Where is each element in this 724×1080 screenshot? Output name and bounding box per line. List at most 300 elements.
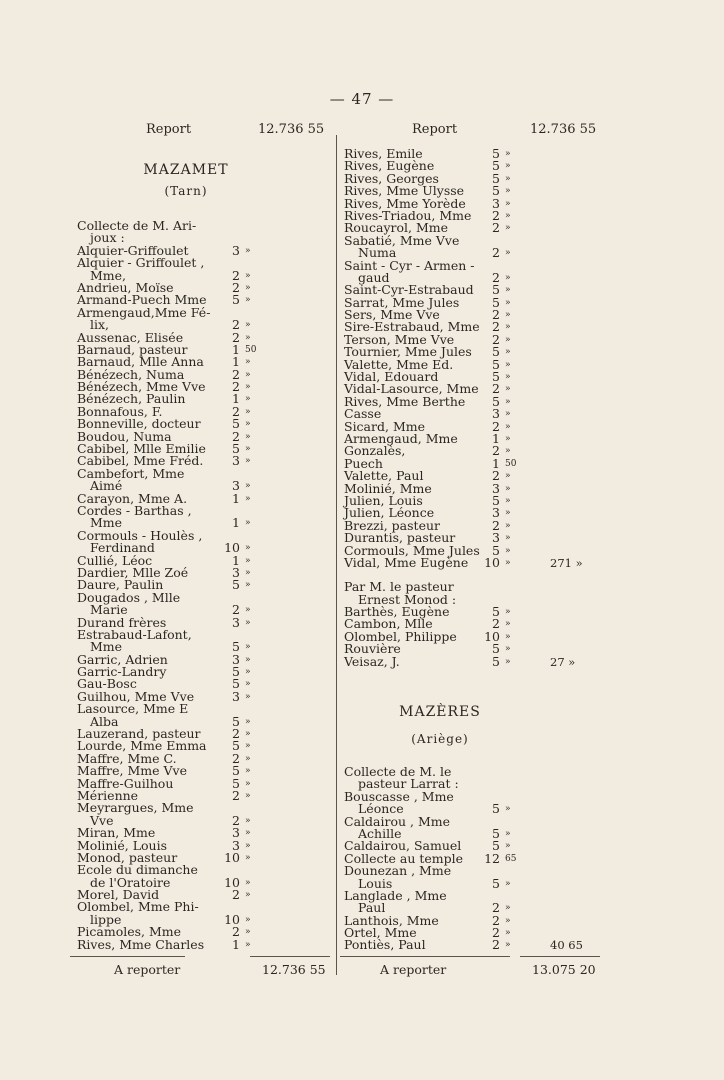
entry-amount: 2	[492, 319, 500, 335]
entry-name: Léonce	[358, 801, 404, 817]
entry-cents: »	[505, 619, 511, 630]
entry-name: Dougados , Mlle	[77, 589, 181, 605]
entry-amount: 2	[492, 381, 500, 397]
entry-name: Barnaud, Mlle Anna	[77, 354, 204, 370]
entry-amount: 2	[232, 812, 240, 828]
entry-amount: 5	[232, 763, 240, 779]
larrat-heading-cont: pasteur Larrat :	[358, 776, 459, 792]
entry-cents: »	[505, 372, 511, 383]
entry-name: Morel, David	[77, 887, 160, 903]
entry-name: Gau-Bosc	[77, 676, 137, 692]
entry-cents: »	[245, 382, 251, 393]
entry-amount: 5	[492, 641, 500, 657]
entry-cents: »	[505, 272, 511, 283]
entry-name: Armand-Puech Mme	[77, 292, 207, 308]
entry-cents: »	[505, 248, 511, 259]
entry-name: Rives, Mme Berthe	[344, 393, 466, 409]
entry-name: Mme,	[90, 267, 127, 283]
entry-amount: 2	[232, 602, 240, 618]
left-column	[70, 122, 332, 952]
list-item	[340, 653, 600, 669]
entry-name: Cormouls, Mme Jules	[344, 542, 480, 558]
section-subtitle-mazeres: (Ariège)	[411, 732, 469, 747]
entry-amount: 2	[492, 616, 500, 632]
entry-amount: 3	[232, 614, 240, 630]
list-item	[340, 939, 600, 951]
entry-amount: 2	[232, 887, 240, 903]
entry-amount: 3	[492, 480, 500, 496]
entry-amount: 1	[232, 515, 240, 531]
entry-amount: 2	[492, 443, 500, 459]
entry-cents: 50	[245, 344, 257, 355]
entry-name: Sicard, Mme	[344, 418, 425, 434]
entry-amount: 2	[232, 366, 240, 382]
entry-name: Vidal, Mme Eugène	[344, 554, 469, 570]
entry-amount: 3	[492, 505, 500, 521]
entry-amount: 10	[224, 874, 240, 890]
entry-name: Achille	[358, 825, 402, 841]
entry-cents: »	[245, 753, 251, 764]
entry-name: Tournier, Mme Jules	[344, 344, 472, 360]
footer-total: 13.075 20	[532, 962, 596, 977]
entry-amount: 2	[492, 307, 500, 323]
entry-cents: »	[245, 679, 251, 690]
entry-name: Caldairou, Samuel	[344, 838, 462, 854]
entry-amount: 5	[492, 344, 500, 360]
entry-name: de l'Oratoire	[90, 874, 171, 890]
entry-cents: »	[505, 223, 511, 234]
entry-cents: »	[245, 431, 251, 442]
entry-name: Barthès, Eugène	[344, 604, 450, 620]
footer-label: A reporter	[114, 962, 181, 977]
entry-name: Pontiès, Paul	[344, 937, 426, 953]
entry-amount: 3	[232, 837, 240, 853]
entry-amount: 2	[492, 925, 500, 941]
entry-cents: »	[505, 557, 511, 568]
entry-name: Durantis, pasteur	[344, 530, 456, 546]
entry-amount: 1	[232, 391, 240, 407]
entry-subtotal: 27 »	[550, 654, 576, 669]
entry-name: Miran, Mme	[77, 825, 156, 841]
larrat-heading: Collecte de M. le	[344, 764, 452, 780]
entry-cents: »	[505, 396, 511, 407]
entry-name: Guilhou, Mme Vve	[77, 688, 195, 704]
monod-heading-cont: Ernest Monod :	[358, 591, 457, 607]
entry-cents: »	[245, 270, 251, 281]
entry-name: Alquier - Griffoulet ,	[77, 255, 205, 271]
entry-name: Meyrargues, Mme	[77, 800, 194, 816]
entry-amount: 2	[492, 220, 500, 236]
entry-cents: »	[245, 369, 251, 380]
entry-amount: 5	[492, 604, 500, 620]
entry-cents: »	[245, 741, 251, 752]
entry-name: Numa	[358, 245, 397, 261]
entry-cents: »	[245, 580, 251, 591]
entry-name: Cambefort, Mme	[77, 465, 185, 481]
entry-name: Dounezan , Mme	[344, 863, 452, 879]
mazeres-entries-list	[340, 788, 600, 953]
entry-cents: »	[505, 421, 511, 432]
entry-cents: »	[505, 520, 511, 531]
entry-cents: »	[505, 607, 511, 618]
entry-name: Rives, Mme Ulysse	[344, 183, 465, 199]
entry-cents: »	[245, 716, 251, 727]
entry-amount: 1	[232, 936, 240, 952]
entry-cents: »	[505, 878, 511, 889]
entry-amount: 5	[232, 775, 240, 791]
entry-amount: 2	[232, 329, 240, 345]
entry-name: Bénézech, Mme Vve	[77, 379, 206, 395]
entry-cents: »	[245, 282, 251, 293]
entry-name: Valette, Mme Ed.	[344, 356, 454, 372]
entry-cents: »	[245, 642, 251, 653]
entry-amount: 3	[232, 453, 240, 469]
entry-amount: 5	[492, 369, 500, 385]
entry-cents: »	[245, 394, 251, 405]
entry-cents: »	[245, 406, 251, 417]
entry-amount: 5	[232, 441, 240, 457]
entry-amount: 10	[224, 540, 240, 556]
entry-cents: »	[245, 927, 251, 938]
entry-cents: »	[245, 567, 251, 578]
entry-amount: 5	[492, 282, 500, 298]
entry-amount: 5	[232, 639, 240, 655]
footer-total: 12.736 55	[262, 962, 326, 977]
entry-amount: 5	[492, 875, 500, 891]
entry-name: Aimé	[90, 478, 123, 494]
entry-amount: 10	[224, 849, 240, 865]
entry-cents: »	[505, 310, 511, 321]
entry-amount: 2	[492, 912, 500, 928]
entry-name: lix,	[90, 317, 110, 333]
page-number: — 47 —	[329, 90, 395, 108]
entry-cents: »	[505, 297, 511, 308]
entry-cents: »	[505, 631, 511, 642]
entry-amount: 1	[232, 341, 240, 357]
entry-name: Lanthois, Mme	[344, 912, 439, 928]
entry-cents: »	[245, 890, 251, 901]
entry-name: Saint - Cyr - Armen -	[344, 257, 475, 273]
entry-amount: 2	[492, 517, 500, 533]
entry-amount: 2	[492, 468, 500, 484]
entry-amount: 5	[492, 356, 500, 372]
entry-amount: 1	[232, 552, 240, 568]
footer-label: A reporter	[380, 962, 447, 977]
entry-name: Bouscasse , Mme	[344, 788, 454, 804]
entry-amount: 3	[232, 242, 240, 258]
entry-cents: »	[245, 456, 251, 467]
report-total: 12.736 55	[258, 122, 325, 137]
entry-name: Rives-Triadou, Mme	[344, 207, 472, 223]
collecte-heading-cont: joux :	[90, 230, 125, 246]
entry-name: Ferdinand	[90, 540, 155, 556]
entry-amount: 5	[492, 542, 500, 558]
entry-amount: 5	[232, 713, 240, 729]
entry-cents: »	[505, 483, 511, 494]
left-report-header	[70, 122, 332, 142]
entry-amount: 2	[232, 428, 240, 444]
entry-cents: »	[505, 384, 511, 395]
entry-name: Saint-Cyr-Estrabaud	[344, 282, 474, 298]
entry-name: Bonneville, docteur	[77, 416, 201, 432]
entry-cents: »	[245, 840, 251, 851]
entry-name: Cambon, Mlle	[344, 616, 433, 632]
entry-cents: »	[505, 940, 511, 951]
entry-amount: 5	[492, 393, 500, 409]
entry-amount: 3	[492, 195, 500, 211]
entry-name: Rives, Emile	[344, 146, 423, 161]
entry-name: Lourde, Mme Emma	[77, 738, 207, 754]
entry-name: Maffre-Guilhou	[77, 775, 174, 791]
entry-cents: »	[505, 545, 511, 556]
entry-cents: »	[505, 804, 511, 815]
entry-cents: »	[505, 471, 511, 482]
entry-name: Armengaud, Mme	[344, 430, 458, 446]
entry-amount: 5	[492, 492, 500, 508]
entry-name: lippe	[90, 911, 122, 927]
entry-cents: »	[245, 481, 251, 492]
entry-cents: »	[245, 493, 251, 504]
entry-cents: »	[245, 877, 251, 888]
entry-amount: 5	[492, 170, 500, 186]
entry-name: Armengaud,Mme Fé-	[77, 304, 211, 320]
entry-name: Sire-Estrabaud, Mme	[344, 319, 480, 335]
entry-name: Aussenac, Elisée	[77, 329, 184, 345]
entry-cents: »	[245, 729, 251, 740]
entry-amount: 10	[484, 628, 500, 644]
entry-cents: »	[245, 667, 251, 678]
entry-amount: 2	[232, 726, 240, 742]
entry-cents: »	[245, 939, 251, 950]
entry-amount: 1	[492, 430, 500, 446]
entry-amount: 5	[232, 676, 240, 692]
entry-cents: »	[245, 766, 251, 777]
entry-name: Alba	[90, 713, 119, 729]
entry-amount: 10	[484, 554, 500, 570]
entry-name: gaud	[358, 269, 390, 285]
entry-amount: 5	[492, 801, 500, 817]
entry-amount: 5	[232, 738, 240, 754]
entry-name: Rives, Mme Charles	[77, 936, 205, 952]
entry-name: Vve	[90, 812, 114, 828]
entry-name: Julien, Léonce	[344, 505, 435, 521]
entry-name: Casse	[344, 406, 382, 422]
list-item	[70, 936, 332, 952]
entry-amount: 5	[232, 416, 240, 432]
entry-amount: 3	[232, 825, 240, 841]
entry-amount: 2	[232, 267, 240, 283]
entry-name: Olombel, Mme Phi-	[77, 899, 199, 915]
entry-cents: »	[245, 245, 251, 256]
right-report-header	[340, 122, 600, 142]
entry-cents: »	[245, 605, 251, 616]
entry-name: Molinié, Louis	[77, 837, 168, 853]
entry-name: Cullié, Léoc	[77, 552, 153, 568]
entry-name: Maffre, Mme C.	[77, 750, 177, 766]
entry-name: Picamoles, Mme	[77, 924, 182, 940]
entry-amount: 1	[232, 354, 240, 370]
entry-name: Olombel, Philippe	[344, 628, 457, 644]
entry-amount: 2	[232, 787, 240, 803]
entry-amount: 2	[492, 900, 500, 916]
entry-cents: »	[505, 915, 511, 926]
entry-name: Maffre, Mme Vve	[77, 763, 187, 779]
entry-amount: 2	[492, 245, 500, 261]
entry-name: Estrabaud-Lafont,	[77, 626, 192, 642]
entry-cents: »	[505, 409, 511, 420]
left-entries-list	[70, 242, 332, 952]
entry-name: Cordes - Barthas ,	[77, 502, 192, 518]
entry-name: Boudou, Numa	[77, 428, 172, 444]
entry-name: Marie	[90, 602, 128, 618]
entry-cents: »	[505, 533, 511, 544]
entry-name: Monod, pasteur	[77, 849, 178, 865]
entry-cents: »	[245, 357, 251, 368]
report-total: 12.736 55	[530, 122, 597, 137]
entry-cents: »	[505, 198, 511, 209]
entry-amount: 5	[492, 653, 500, 669]
entry-cents: »	[505, 508, 511, 519]
entry-name: Paul	[358, 900, 386, 916]
entry-name: Rives, Eugène	[344, 158, 435, 174]
entry-amount: 3	[492, 406, 500, 422]
entry-name: Andrieu, Moïse	[77, 279, 174, 295]
entry-name: Rives, Mme Yorède	[344, 195, 466, 211]
entry-amount: 2	[492, 269, 500, 285]
entry-cents: »	[505, 334, 511, 345]
entry-cents: »	[505, 433, 511, 444]
list-item	[340, 554, 600, 570]
entry-cents: »	[505, 173, 511, 184]
entry-cents: »	[505, 285, 511, 296]
entry-name: Bonnafous, F.	[77, 403, 163, 419]
entry-cents: 65	[505, 853, 517, 864]
entry-cents: 50	[505, 458, 517, 469]
entry-name: Ecole du dimanche	[77, 862, 198, 878]
entry-name: Daure, Paulin	[77, 577, 164, 593]
entry-cents: »	[505, 828, 511, 839]
entry-name: Bénézech, Paulin	[77, 391, 186, 407]
entry-name: Sarrat, Mme Jules	[344, 294, 460, 310]
entry-name: Mérienne	[77, 787, 139, 803]
entry-subtotal: 271 »	[550, 555, 583, 570]
entry-name: Lauzerand, pasteur	[77, 726, 201, 742]
entry-cents: »	[245, 828, 251, 839]
entry-amount: 5	[232, 577, 240, 593]
entry-amount: 2	[232, 403, 240, 419]
entry-name: Cabibel, Mme Fréd.	[77, 453, 204, 469]
entry-name: Cabibel, Mlle Emilie	[77, 441, 206, 457]
entry-cents: »	[245, 778, 251, 789]
entry-amount: 5	[232, 292, 240, 308]
entry-amount: 5	[492, 146, 500, 161]
entry-amount: 2	[232, 317, 240, 333]
collecte-heading: Collecte de M. Ari-	[77, 218, 197, 233]
entry-name: Julien, Louis	[344, 492, 423, 508]
entry-cents: »	[505, 903, 511, 914]
entry-cents: »	[505, 322, 511, 333]
entry-name: Brezzi, pasteur	[344, 517, 440, 533]
entry-cents: »	[245, 691, 251, 702]
entry-name: Molinié, Mme	[344, 480, 432, 496]
entry-amount: 1	[492, 455, 500, 471]
entry-name: Alquier-Griffoulet	[77, 242, 189, 258]
entry-name: Sabatié, Mme Vve	[344, 232, 460, 248]
entry-amount: 5	[232, 664, 240, 680]
monod-heading: Par M. le pasteur	[344, 579, 454, 595]
entry-amount: 2	[232, 750, 240, 766]
entry-cents: »	[245, 555, 251, 566]
list-item	[70, 304, 332, 320]
entry-cents: »	[505, 644, 511, 655]
entry-cents: »	[505, 928, 511, 939]
entry-amount: 2	[492, 418, 500, 434]
entry-amount: 3	[232, 564, 240, 580]
right-entries-list	[340, 148, 600, 569]
entry-cents: »	[245, 444, 251, 455]
entry-name: Mme	[90, 639, 123, 655]
entry-cents: »	[505, 359, 511, 370]
entry-amount: 5	[492, 825, 500, 841]
report-label: Report	[412, 122, 458, 137]
entry-name: Sers, Mme Vve	[344, 307, 440, 323]
entry-cents: »	[505, 161, 511, 172]
entry-amount: 5	[492, 294, 500, 310]
entry-amount: 5	[492, 183, 500, 199]
entry-amount: 2	[232, 279, 240, 295]
entry-name: Mme	[90, 515, 123, 531]
entry-cents: »	[245, 852, 251, 863]
entry-name: Caldairou , Mme	[344, 813, 450, 829]
entry-cents: »	[505, 841, 511, 852]
section-title-mazeres: MAZÈRES	[399, 704, 481, 721]
entry-cents: »	[505, 347, 511, 358]
entry-name: Bénézech, Numa	[77, 366, 185, 382]
section-title: MAZAMET	[143, 162, 229, 178]
entry-cents: »	[505, 149, 511, 159]
entry-cents: »	[505, 210, 511, 221]
entry-name: Barnaud, pasteur	[77, 341, 188, 357]
entry-amount: 3	[232, 478, 240, 494]
entry-cents: »	[245, 320, 251, 331]
entry-amount: 5	[492, 158, 500, 174]
entry-cents: »	[245, 815, 251, 826]
entry-amount: 1	[232, 490, 240, 506]
entry-subtotal: 40 65	[550, 938, 583, 953]
entry-name: Rives, Georges	[344, 170, 439, 186]
entry-name: Valette, Paul	[344, 468, 424, 484]
entry-name: Puech	[344, 455, 383, 471]
entry-cents: »	[505, 656, 511, 667]
section-subtitle: (Tarn)	[164, 184, 208, 198]
entry-name: Ortel, Mme	[344, 925, 417, 941]
entry-amount: 3	[232, 651, 240, 667]
entry-cents: »	[505, 446, 511, 457]
entry-name: Gonzalès,	[344, 443, 406, 459]
entry-amount: 2	[492, 937, 500, 953]
entry-cents: »	[245, 518, 251, 529]
entry-name: Collecte au temple	[344, 850, 464, 866]
entry-name: Lasource, Mme E	[77, 701, 189, 717]
entry-cents: »	[245, 617, 251, 628]
entry-cents: »	[245, 543, 251, 554]
column-divider	[336, 135, 337, 975]
entry-cents: »	[245, 295, 251, 306]
entry-cents: »	[245, 654, 251, 665]
entry-cents: »	[505, 186, 511, 197]
entry-amount: 12	[484, 850, 500, 866]
right-column	[340, 122, 600, 953]
